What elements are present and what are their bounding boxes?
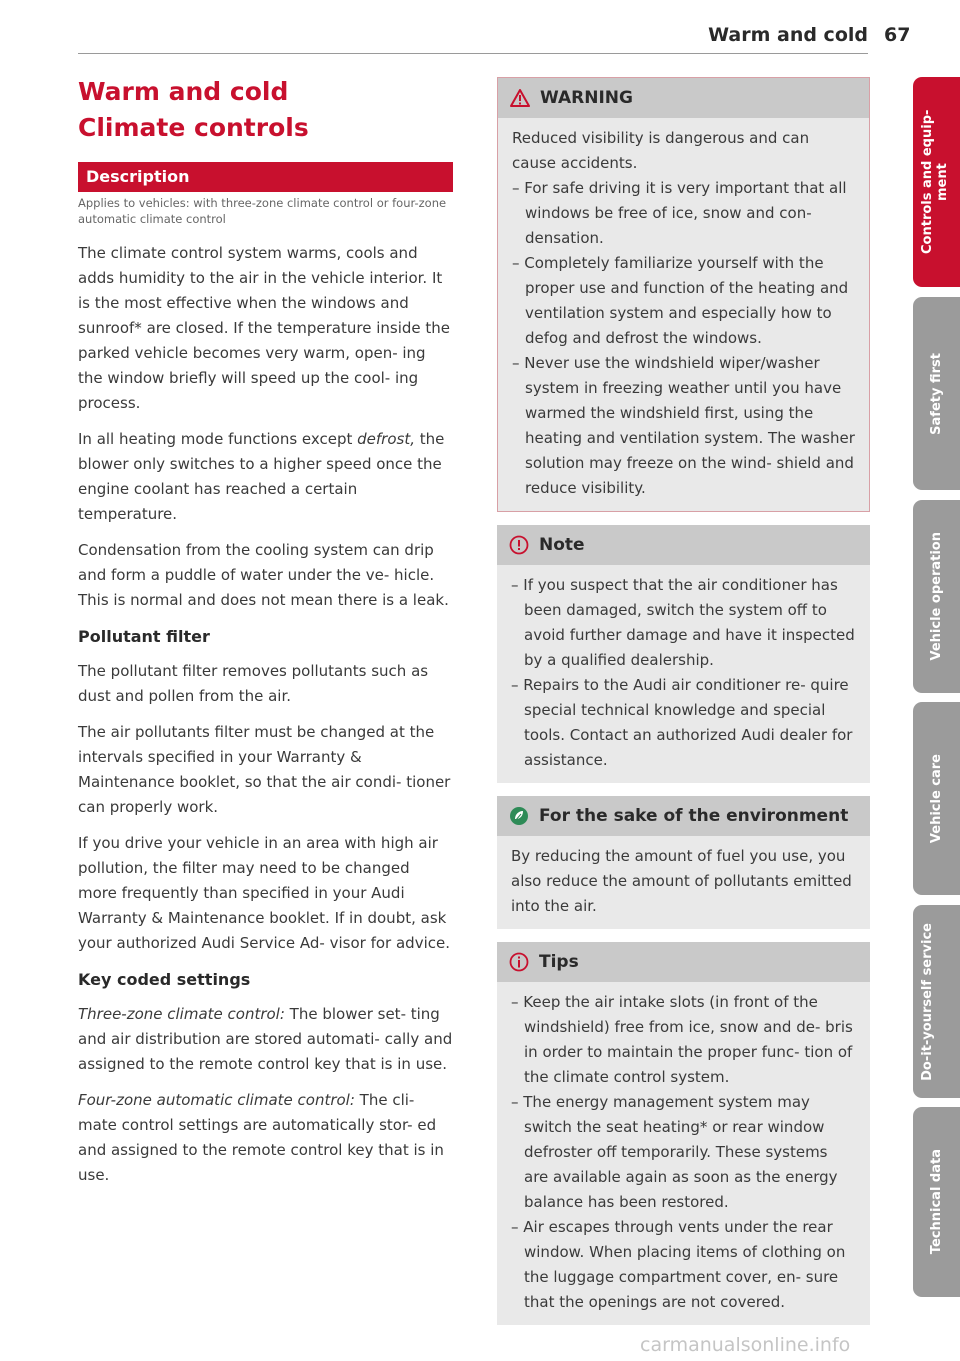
info-icon	[509, 952, 529, 972]
environment-leaf-icon	[509, 806, 529, 826]
list-item: – Never use the windshield wiper/washer system in freezing weather until you have warmed the windshield first, using the heating and ventilation system. The washer solution may freeze on the wind- shield and reduce visibility.	[512, 354, 855, 497]
paragraph-text: the blower only switches to a higher speed once the engine coolant has reached a certain temperature.	[78, 430, 445, 523]
watermark: carmanualsonline.info	[640, 1334, 851, 1356]
list-item: – The energy management system may switch the seat heating* or rear window defroster off temporarily. These systems are available again as soon as the energy balance has been restored.	[511, 1093, 838, 1211]
list-item: – For safe driving it is very important that all windows be free of ice, snow and con- densation.	[512, 179, 847, 247]
list-item: – Keep the air intake slots (in front of the windshield) free from ice, snow and de- bris in order to maintain the proper func- tion of the climate control system.	[511, 993, 853, 1086]
environment-box	[497, 796, 870, 929]
paragraph-text: The cli- mate control settings are automatically stor- ed and assigned to the remote control key that is in use.	[78, 1091, 444, 1184]
description-heading-bar: Description	[78, 162, 453, 192]
paragraph-text: The blower set- ting and air distribution are stored automati- cally and assigned to the remote control key that is in use.	[78, 1005, 453, 1073]
tab-label: Safety first	[929, 352, 944, 435]
tab-label: Vehicle care	[929, 753, 944, 844]
chapter-title: Warm and cold	[78, 77, 289, 106]
note-title: Note	[539, 535, 585, 555]
applies-to-note: Applies to vehicles: with three-zone climate control or four-zone automatic climate control	[78, 196, 447, 226]
page-number: 67	[884, 24, 911, 46]
paragraph: Condensation from the cooling system can drip and form a puddle of water under the ve- hicle. This is normal and does not mean there is a leak.	[78, 541, 449, 609]
subheading-key-coded-settings: Key coded settings	[78, 970, 251, 989]
environment-body: By reducing the amount of fuel you use, you also reduce the amount of pollutants emitted into the air.	[497, 836, 870, 929]
left-column	[78, 74, 453, 1199]
paragraph: The climate control system warms, cools and adds humidity to the air in the vehicle interior. It is the most effective when the windows and sunroof* are closed. If the temperature inside the parked vehicle becomes very warm, open- ing the window briefly will speed up the cool- ing process.	[78, 244, 450, 412]
tab-label: Do-it-yourself service	[919, 922, 935, 1081]
tips-title: Tips	[539, 952, 579, 972]
right-column	[497, 77, 870, 1338]
paragraph-text: In all heating mode functions except	[78, 430, 358, 448]
warning-intro: Reduced visibility is dangerous and can cause accidents.	[512, 129, 810, 172]
tab-label: Controls and equip- ment	[919, 109, 950, 255]
emphasis-text: defrost,	[357, 430, 415, 448]
warning-title: WARNING	[540, 88, 633, 108]
tab-label: Technical data	[929, 1149, 944, 1255]
list-item: – Repairs to the Audi air conditioner re- quire special technical knowledge and special tools. Contact an authorized Audi dealer for assistance.	[511, 676, 853, 769]
tab-technical-data[interactable]	[913, 1107, 960, 1297]
environment-header	[497, 796, 870, 836]
paragraph	[78, 1088, 453, 1188]
tab-safety-first[interactable]	[913, 297, 960, 490]
paragraph: The air pollutants filter must be changed at the intervals specified in your Warranty & Maintenance booklet, so that the air condi- tioner can properly work.	[78, 723, 451, 816]
tab-vehicle-operation[interactable]	[913, 500, 960, 693]
warning-triangle-icon	[510, 88, 530, 108]
tab-vehicle-care[interactable]	[913, 702, 960, 895]
paragraph: If you drive your vehicle in an area with high air pollution, the filter may need to be changed more frequently than specified in your Audi Warranty & Maintenance booklet. If in doubt, ask your authorized Audi Service Ad- visor for advice.	[78, 834, 450, 952]
list-item: – Completely familiarize yourself with the proper use and function of the heating and ventilation system and especially how to defog and defrost the windows.	[512, 254, 849, 347]
tab-label: Vehicle operation	[929, 532, 944, 661]
list-item: – Air escapes through vents under the rear window. When placing items of clothing on the luggage compartment cover, en- sure that the openings are not covered.	[511, 1218, 846, 1311]
paragraph: The pollutant filter removes pollutants such as dust and pollen from the air.	[78, 662, 429, 705]
tips-body	[497, 982, 870, 1325]
tips-header	[497, 942, 870, 982]
note-body	[497, 565, 870, 783]
emphasis-text: Three-zone climate control:	[78, 1005, 285, 1023]
paragraph	[78, 1002, 453, 1077]
section-title: Climate controls	[78, 113, 309, 142]
emphasis-text: Four-zone automatic climate control:	[78, 1091, 355, 1109]
list-item: – If you suspect that the air conditioner has been damaged, switch the system off to avoid further damage and have it inspected by a qualified dealership.	[511, 576, 855, 669]
tab-controls-and-equipment[interactable]	[913, 77, 960, 287]
subheading-pollutant-filter: Pollutant filter	[78, 627, 210, 646]
tips-box	[497, 942, 870, 1325]
header-rule	[78, 53, 868, 54]
note-header	[497, 525, 870, 565]
running-header-title: Warm and cold	[708, 24, 868, 46]
tab-do-it-yourself-service[interactable]	[913, 905, 960, 1098]
chapter-tabs	[913, 0, 960, 1361]
paragraph	[78, 427, 453, 527]
warning-box	[497, 77, 870, 512]
warning-header	[498, 78, 869, 118]
note-box	[497, 525, 870, 783]
note-exclamation-icon	[509, 535, 529, 555]
environment-title: For the sake of the environment	[539, 806, 849, 826]
warning-body	[498, 118, 869, 511]
